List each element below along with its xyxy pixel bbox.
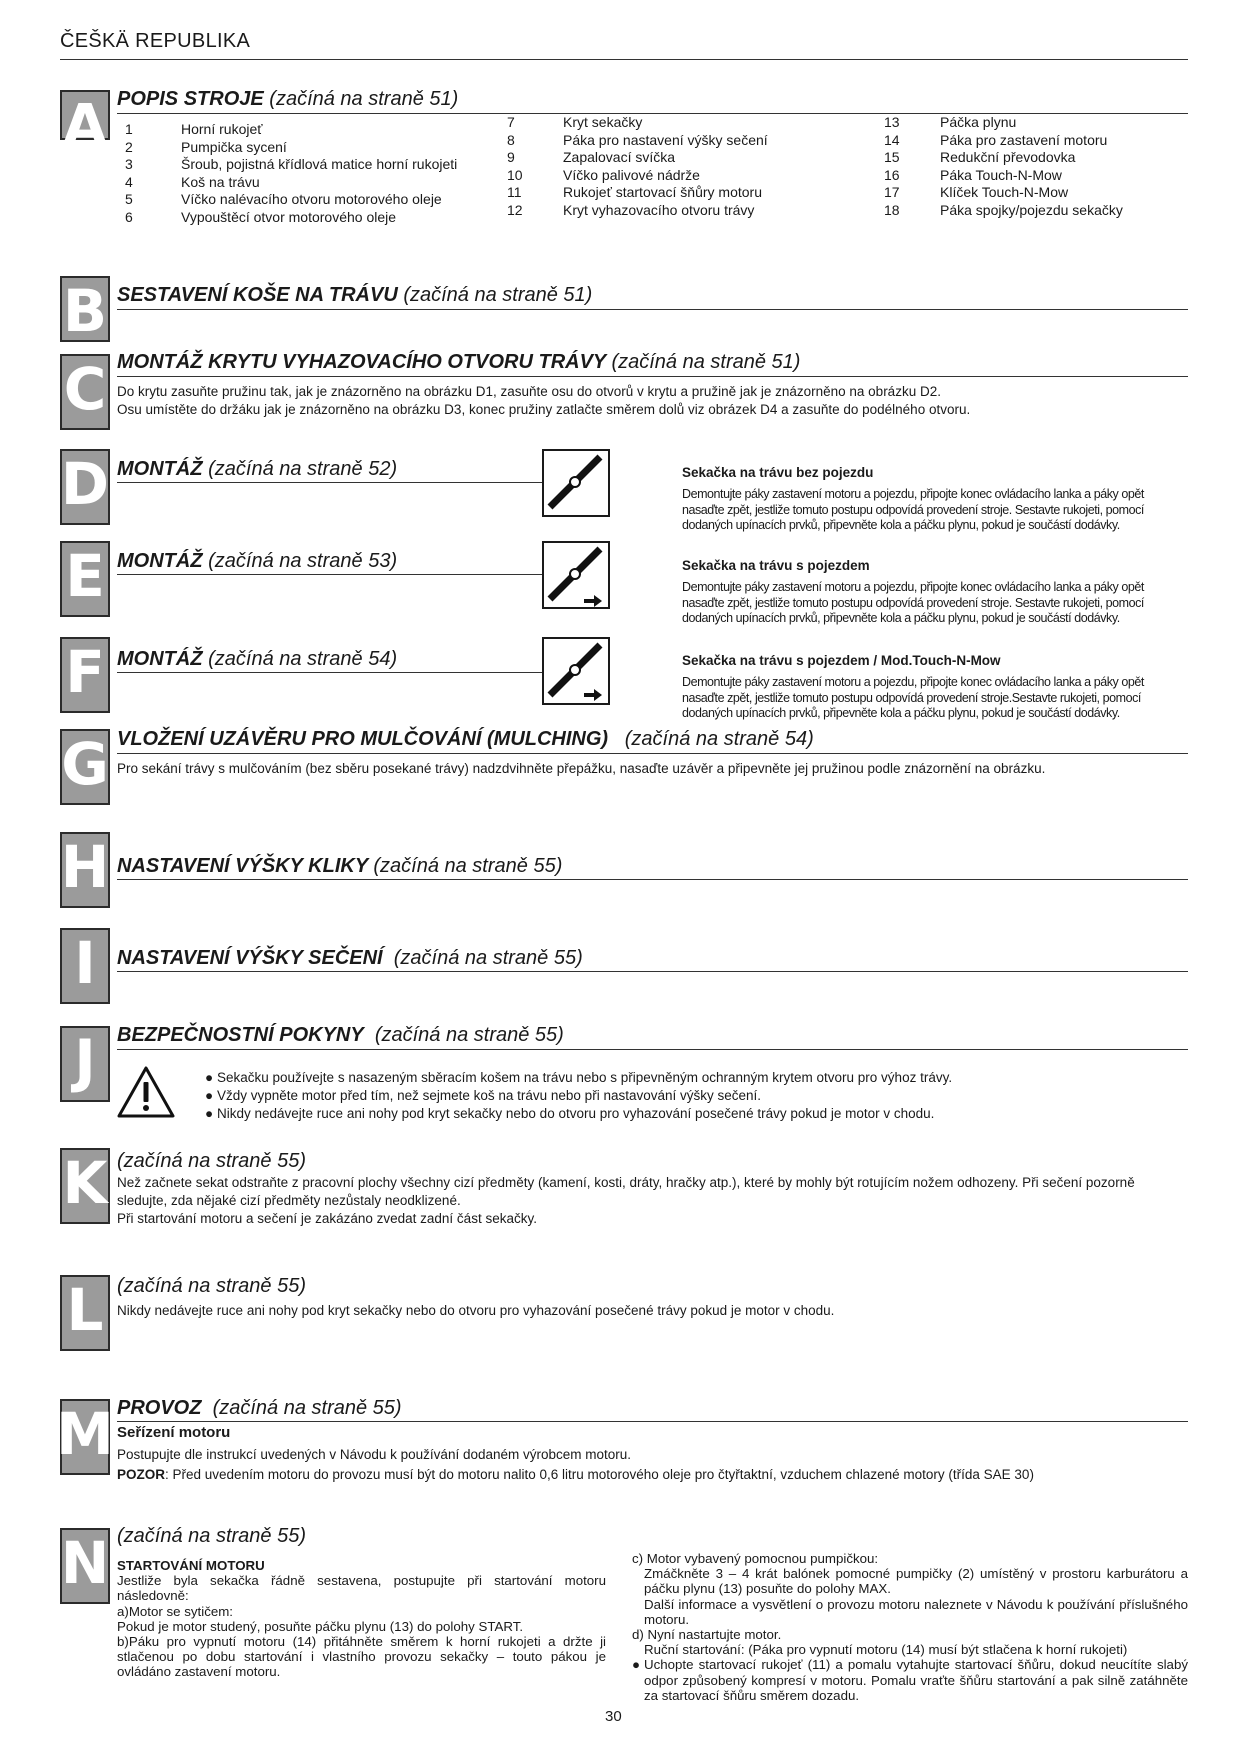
parts-list-item: [125, 121, 457, 139]
parts-list-item: [507, 132, 768, 150]
section-letter-a: A: [60, 90, 110, 140]
section-letter-j: J: [60, 1026, 110, 1102]
part-label: Zapalovací svíčka: [563, 149, 676, 165]
part-number: 18: [884, 201, 900, 218]
section-letter-f: F: [60, 637, 110, 713]
part-number: 5: [125, 191, 133, 207]
parts-list-item: [507, 114, 768, 132]
part-label: Páka spojky/pojezdu sekačky: [940, 201, 1123, 218]
part-number: 11: [507, 184, 522, 200]
part-label: Vypouštěcí otvor motorového oleje: [181, 208, 397, 225]
section-b-rule: [117, 309, 1188, 310]
section-e-rule: [117, 574, 542, 575]
section-a-title: POPIS STROJE (začíná na straně 51): [117, 88, 459, 110]
parts-list-item: [125, 139, 457, 157]
safety-bullets: [205, 1069, 1188, 1123]
section-j-rule: [117, 1049, 1188, 1050]
section-letter-m: M: [60, 1399, 110, 1475]
section-g-title: VLOŽENÍ UZÁVĚRU PRO MULČOVÁNÍ (MULCHING) (začíná na straně 54): [117, 728, 814, 750]
section-letter-l: L: [60, 1275, 110, 1351]
part-label: Pumpička sycení: [181, 138, 287, 155]
parts-list-item: [125, 209, 457, 227]
section-n-subheading: STARTOVÁNÍ MOTORU: [117, 1558, 265, 1573]
section-b-title: SESTAVENÍ KOŠE NA TRÁVU (začíná na straně 51): [117, 284, 593, 306]
mower-no-drive-icon: [542, 449, 610, 517]
part-number: 7: [507, 114, 515, 130]
section-j-title: BEZPEČNOSTNÍ POKYNY (začíná na straně 55): [117, 1024, 564, 1046]
list-item: ● Sekačku používejte s nasazeným sběracím košem na trávu nebo s připevněným ochranným krytem otvoru pro výhoz trávy.: [205, 1070, 953, 1085]
part-label: Páčka plynu: [940, 114, 1017, 130]
part-label: Koš na trávu: [181, 173, 260, 190]
list-item: ● Uchopte startovací rukojeť (11) a pomalu vytahujte startovací šňůru, dokud neucítíte slabý odpor způsobený kompresí v motoru. Pomalu vraťte šňůru startování a pak silně zatáhněte za startovací šňůru směrem dozadu.: [632, 1657, 1188, 1703]
section-m-subheading: Seřízení motoru: [117, 1424, 231, 1441]
part-number: 13: [884, 114, 900, 130]
part-label: Rukojeť startovací šňůry motoru: [563, 184, 762, 200]
list-item: ● Nikdy nedávejte ruce ani nohy pod kryt sekačky nebo do otvoru pro vyhazování posečené trávy pokud je motor v chodu.: [205, 1106, 935, 1121]
parts-list-item: [884, 132, 1123, 150]
parts-list-item: [507, 149, 768, 167]
part-number: 6: [125, 208, 133, 225]
section-letter-g: G: [60, 729, 110, 805]
section-n-right-col: c) Motor vybavený pomocnou pumpičkou: Zmáčkněte 3 – 4 krát balónek pomocné pumpičky (2) umístěný v prostoru karburátoru a páčku plynu (13) posuňte do polohy MAX. Další informace a vysvětlení o provozu motoru naleznete v Návodu k používání příslušného motoru. d) Nyní nastartujte motor. Ruční startování: (Páka pro vypnutí motoru (14) musí být stlačena k horní rukojeti) ● Uchopte startovací rukojeť (11) a pomalu vytahujte startovací šňůru, dokud neucítíte slabý odpor způsobený kompresí v motoru. Pomalu vraťte šňůru startování a pak silně zatáhněte za startovací šňůru směrem dozadu.: [632, 1551, 1188, 1703]
parts-list-col2: [507, 114, 768, 219]
section-n-title: (začíná na straně 55): [117, 1525, 306, 1547]
section-k-text: Než začnete sekat odstraňte z pracovní plochy všechny cizí předměty (kamení, kosti, dráty, hračky atp.), které by mohly být rotujícím nožem odhozeny. Při sečení pozorně sledujte, zda nějaké cizí předměty nezůstaly neodklizené. Při startování motoru a sečení je zakázáno zvedat zadní část sekačky.: [117, 1175, 1135, 1226]
parts-list-item: [884, 167, 1123, 185]
section-i-title: NASTAVENÍ VÝŠKY SEČENÍ (začíná na straně 55): [117, 947, 583, 969]
section-h-rule: [117, 879, 1188, 880]
section-f-rule: [117, 672, 542, 673]
parts-list-item: [884, 114, 1123, 132]
section-d-rule: [117, 482, 542, 483]
parts-list-item: [507, 184, 768, 202]
part-label: Šroub, pojistná křídlová matice horní rukojeti: [181, 156, 458, 172]
section-letter-b: B: [60, 276, 110, 342]
section-e-title: MONTÁŽ (začíná na straně 53): [117, 550, 398, 572]
parts-list-item: [507, 202, 768, 220]
part-number: 9: [507, 149, 515, 165]
part-label: Víčko nalévacího otvoru motorového oleje: [181, 191, 442, 207]
part-label: Páka pro nastavení výšky sečení: [563, 131, 768, 148]
section-c-title: MONTÁŽ KRYTU VYHAZOVACÍHO OTVORU TRÁVY (začíná na straně 51): [117, 351, 801, 373]
part-number: 3: [125, 156, 133, 172]
section-letter-d: D: [60, 449, 110, 525]
country-heading: ČEŠKÄ REPUBLIKA: [60, 30, 251, 52]
mower-touch-n-mow-icon: [542, 637, 610, 705]
part-label: Kryt sekačky: [563, 114, 643, 130]
section-d-title: MONTÁŽ (začíná na straně 52): [117, 458, 398, 480]
parts-list-item: [125, 174, 457, 192]
parts-list-item: [125, 191, 457, 209]
part-label: Redukční převodovka: [940, 149, 1076, 165]
section-d-text: Demontujte páky zastavení motoru a pojezdu, připojte konec ovládacího lanka a páky opět nasaďte zpět, jestliže tomuto postupu odpovídá provedení stroje. Sestavte rukojeti, pomocí dodaných upínacích prvků, připevněte kola a páčku plynu, pokud je součástí dodávky.: [682, 487, 1144, 532]
parts-list-item: [884, 202, 1123, 220]
section-m-title: PROVOZ (začíná na straně 55): [117, 1397, 402, 1419]
part-number: 17: [884, 184, 900, 200]
part-number: 10: [507, 166, 523, 183]
list-item: ● Vždy vypněte motor před tím, než sejmete koš na trávu nebo při nastavování výšky sečení.: [205, 1088, 762, 1103]
part-label: Víčko palivové nádrže: [563, 166, 700, 183]
mower-self-propelled-icon: [542, 541, 610, 609]
part-number: 16: [884, 166, 900, 183]
section-f-text: Demontujte páky zastavení motoru a pojezdu, připojte konec ovládacího lanka a páky opět nasaďte zpět, jestliže tomuto postupu odpovídá provedení stroje.Sestavte rukojeti, pomocí dodaných upínacích prvků, připevněte kola a páčku plynu, pokud je součástí dodávky.: [682, 675, 1144, 720]
section-letter-h: H: [60, 832, 110, 908]
parts-list-col3: [884, 114, 1123, 219]
section-letter-k: K: [60, 1148, 110, 1224]
part-number: 8: [507, 131, 515, 148]
section-letter-i: I: [60, 928, 110, 1004]
section-e-text: Demontujte páky zastavení motoru a pojezdu, připojte konec ovládacího lanka a páky opět nasaďte zpět, jestliže tomuto postupu odpovídá provedení stroje. Sestavte rukojeti, pomocí dodaných upínacích prvků, připevněte kola a páčku plynu, pokud je součástí dodávky.: [682, 580, 1144, 625]
section-m-text: Postupujte dle instrukcí uvedených v Návodu k používání dodaném výrobcem motoru. POZOR: Před uvedením motoru do provozu musí být do motoru nalito 0,6 litru motorového oleje pro čtyřtaktní, vzduchem chlazené motory (třída SAE 30): [117, 1447, 1034, 1482]
part-label: Klíček Touch-N-Mow: [940, 184, 1069, 200]
section-letter-c: C: [60, 354, 110, 430]
section-i-rule: [117, 971, 1188, 972]
part-label: Horní rukojeť: [181, 121, 263, 137]
section-letter-e: E: [60, 541, 110, 617]
page-number: 30: [605, 1708, 622, 1725]
parts-list-item: [125, 156, 457, 174]
part-label: Páka Touch-N-Mow: [940, 166, 1062, 183]
part-number: 1: [125, 121, 133, 137]
part-label: Kryt vyhazovacího otvoru trávy: [563, 201, 755, 218]
section-h-title: NASTAVENÍ VÝŠKY KLIKY (začíná na straně 55): [117, 855, 563, 877]
section-k-title: (začíná na straně 55): [117, 1150, 306, 1172]
section-letter-n: N: [60, 1528, 110, 1604]
section-c-text: Do krytu zasuňte pružinu tak, jak je znázorněno na obrázku D1, zasuňte osu do otvorů v krytu a pružině jak je znázorněno na obrázku D2. Osu umístěte do držáku jak je znázorněno na obrázku D3, konec pružiny zatlačte směrem dolů viz obrázek D4 a zasuňte do podélného otvoru.: [117, 384, 971, 417]
part-number: 4: [125, 173, 133, 190]
section-g-rule: [117, 753, 1188, 754]
part-number: 14: [884, 131, 900, 148]
part-label: Páka pro zastavení motoru: [940, 131, 1108, 148]
parts-list-item: [507, 167, 768, 185]
warning-icon: [116, 1065, 176, 1124]
section-l-title: (začíná na straně 55): [117, 1275, 306, 1297]
parts-list-item: [884, 184, 1123, 202]
parts-list-col1: [125, 121, 457, 226]
part-number: 15: [884, 149, 900, 165]
section-m-rule: [117, 1421, 1188, 1422]
part-number: 2: [125, 138, 133, 155]
section-g-text: Pro sekání trávy s mulčováním (bez sběru posekané trávy) nadzdvihněte přepážku, nasaďte uzávěr a připevněte jej pružinou podle znázornění na obrázku.: [117, 761, 1046, 776]
section-n-left-col: STARTOVÁNÍ MOTORU Jestliže byla sekačka řádně sestavena, postupujte při startování motoru následovně: a)Motor se sytičem: Pokud je motor studený, posuňte páčku plynu (13) do polohy START. b)Páku pro vypnutí motoru (14) přitáhněte směrem k horní rukojeti a držte ji stlačenou po dobu startování i vlastního provozu sekačky – touto pákou je ovládáno zastavení motoru.: [117, 1558, 606, 1680]
section-d-subheading: Sekačka na trávu bez pojezdu: [682, 465, 874, 480]
section-f-title: MONTÁŽ (začíná na straně 54): [117, 648, 398, 670]
section-l-text: Nikdy nedávejte ruce ani nohy pod kryt sekačky nebo do otvoru pro vyhazování posečené trávy pokud je motor v chodu.: [117, 1303, 835, 1318]
header-divider: [60, 59, 1188, 60]
parts-list-item: [884, 149, 1123, 167]
section-e-subheading: Sekačka na trávu s pojezdem: [682, 558, 870, 573]
section-f-subheading: Sekačka na trávu s pojezdem / Mod.Touch-N-Mow: [682, 653, 1001, 668]
section-c-rule: [117, 376, 1188, 377]
part-number: 12: [507, 201, 523, 218]
